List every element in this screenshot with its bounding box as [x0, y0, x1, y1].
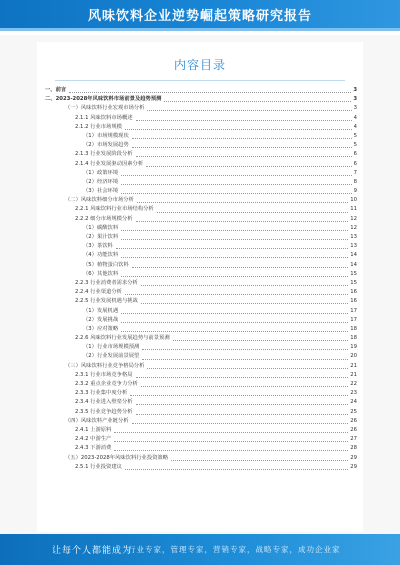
- toc-leader-dots: [136, 156, 352, 157]
- toc-entry-title: （四）风味饮料产业链分析: [65, 417, 129, 424]
- toc-heading: 内容目录: [173, 58, 226, 72]
- toc-leader-dots: [121, 175, 351, 176]
- toc-entry[interactable]: [45, 242, 357, 251]
- toc-leader-dots: [147, 110, 351, 111]
- toc-entry-title: 2.4.1 上游原料: [75, 426, 112, 433]
- toc-entry-page: 24: [350, 399, 357, 406]
- toc-entry-title: 2.3.1 行业市场竞争格局: [75, 371, 133, 378]
- toc-entry-page: 12: [350, 224, 357, 231]
- toc-entry-title: （3）应对策略: [83, 325, 119, 332]
- toc-entry-page: 26: [350, 417, 357, 424]
- toc-leader-dots: [132, 147, 352, 148]
- toc-entry-title: 2.2.1 风味饮料行业市场结构分析: [75, 206, 154, 213]
- toc-leader-dots: [136, 120, 352, 121]
- toc-entry[interactable]: [45, 389, 357, 398]
- toc-entry-page: 4: [353, 114, 357, 121]
- toc-entry[interactable]: [45, 463, 357, 472]
- toc-entry-title: （二）风味饮料细分市场分析: [65, 197, 134, 204]
- toc-entry-page: 17: [350, 316, 357, 323]
- toc-entry[interactable]: [45, 261, 357, 270]
- toc-entry[interactable]: [45, 435, 357, 444]
- toc-entry-title: 2.3.3 行业集中度分析: [75, 390, 128, 397]
- toc-entry-title: 2.1.1 风味饮料市场概述: [75, 114, 133, 121]
- toc-leader-dots: [141, 303, 348, 304]
- toc-leader-dots: [164, 101, 351, 102]
- toc-entry-title: （1）发展机遇: [83, 307, 119, 314]
- toc-entry-page: 14: [350, 261, 357, 268]
- toc-entry-title: 2.3.4 行业进入壁垒分析: [75, 399, 133, 406]
- toc-entry[interactable]: [45, 205, 357, 214]
- toc-entry-page: 4: [353, 123, 357, 130]
- report-header: [0, 0, 400, 35]
- toc-entry-page: 6: [353, 160, 357, 167]
- toc-entry-title: 2.3.5 行业竞争趋势分析: [75, 408, 133, 415]
- toc-entry-page: 11: [350, 206, 357, 213]
- toc-leader-dots: [146, 166, 351, 167]
- toc-entry-title: （2）发展挑战: [83, 316, 119, 323]
- toc-entry[interactable]: [45, 141, 357, 150]
- toc-entry[interactable]: [45, 104, 357, 113]
- toc-leader-dots: [141, 386, 348, 387]
- toc-leader-dots: [114, 441, 348, 442]
- toc-leader-dots: [141, 285, 348, 286]
- toc-leader-dots: [125, 129, 352, 130]
- toc-leader-dots: [171, 460, 348, 461]
- toc-entry-title: 2.2.6 风味饮料行业发展趋势与前景预测: [75, 335, 170, 342]
- toc-entry-title: （1）政策环境: [83, 169, 119, 176]
- toc-entry-title: （2）果汁饮料: [83, 234, 119, 240]
- toc-entry-title: （3）社会环境: [83, 188, 119, 195]
- toc-leader-dots: [136, 404, 349, 405]
- toc-entry-page: 8: [353, 178, 357, 185]
- toc-entry-page: 9: [353, 188, 357, 195]
- toc-leader-dots: [121, 313, 348, 314]
- toc-leader-dots: [173, 340, 349, 341]
- toc-entry-page: 22: [350, 381, 357, 387]
- toc-entry-title: （2）市场发展趋势: [83, 142, 129, 149]
- toc-entry[interactable]: [45, 160, 357, 169]
- toc-entry[interactable]: [45, 132, 357, 141]
- toc-entry-title: 2.4.2 中游生产: [75, 436, 112, 443]
- toc-entry-page: 29: [350, 463, 357, 470]
- toc-entry-title: 一、前言: [45, 87, 67, 93]
- toc-entry-title: （1）碳酸饮料: [83, 224, 119, 231]
- toc-entry[interactable]: [45, 150, 357, 159]
- toc-entry[interactable]: [45, 398, 357, 407]
- toc-entry[interactable]: [45, 426, 357, 435]
- document-page: [37, 42, 363, 532]
- toc-entry[interactable]: [45, 114, 357, 123]
- toc-entry[interactable]: [45, 371, 357, 380]
- toc-leader-dots: [121, 257, 348, 258]
- toc-entry-page: 10: [350, 197, 357, 204]
- toc-entry-page: 25: [350, 408, 357, 415]
- toc-entry-page: 18: [350, 325, 357, 332]
- toc-entry-title: （5）植物蛋白饮料: [83, 261, 129, 268]
- toc-leader-dots: [114, 450, 348, 451]
- toc-entry-page: 17: [350, 307, 357, 314]
- toc-entry[interactable]: [45, 187, 357, 196]
- toc-leader-dots: [132, 267, 349, 268]
- toc-entry-page: 5: [353, 142, 357, 149]
- toc-entry-page: 28: [350, 445, 357, 452]
- toc-entry[interactable]: [45, 444, 357, 453]
- toc-entry-page: 19: [350, 344, 357, 351]
- toc-entry-title: 2.2.4 行业渠道分析: [75, 289, 122, 296]
- toc-entry-page: 21: [350, 362, 357, 369]
- toc-entry[interactable]: [45, 279, 357, 288]
- toc-entry-page: 3: [353, 87, 357, 93]
- toc-entry-title: 2.2.5 行业发展机遇与挑战: [75, 298, 138, 305]
- footer-slogan: 让每个人都能成为: [52, 546, 133, 556]
- toc-leader-dots: [121, 239, 348, 240]
- toc-entry-title: （1）行业市场规模预测: [83, 344, 140, 351]
- toc-entry[interactable]: [45, 169, 357, 178]
- toc-entry-page: 20: [350, 353, 357, 360]
- toc-entry-title: 二、2023-2028年风味饮料市场前景及趋势预测: [45, 96, 162, 103]
- toc-entry-title: 2.1.3 行业发展阶段分析: [75, 151, 133, 158]
- toc-entry[interactable]: [45, 297, 357, 306]
- toc-leader-dots: [121, 230, 348, 231]
- toc-entry-page: 13: [350, 243, 357, 250]
- toc-entry-page: 16: [350, 289, 357, 296]
- toc-entry[interactable]: [45, 362, 357, 371]
- toc-entry-title: 2.2.2 细分市场规模分析: [75, 215, 133, 222]
- toc-entry-title: （3）茶饮料: [83, 243, 113, 250]
- toc-entry-title: （2）行业发展前景展望: [83, 353, 140, 360]
- toc-entry-title: 2.4.3 下游消费: [75, 445, 112, 452]
- toc-entry-page: 13: [350, 234, 357, 240]
- toc-leader-dots: [136, 414, 349, 415]
- toc-entry[interactable]: [45, 325, 357, 334]
- toc-entry[interactable]: [45, 334, 357, 343]
- toc-divider: [55, 80, 345, 81]
- toc-leader-dots: [125, 469, 348, 470]
- toc-leader-dots: [121, 193, 351, 194]
- toc-leader-dots: [121, 322, 348, 323]
- toc-leader-dots: [132, 423, 349, 424]
- toc-entry[interactable]: [45, 343, 357, 352]
- toc-entry[interactable]: [45, 270, 357, 279]
- toc-entry[interactable]: [45, 95, 357, 104]
- toc-entry[interactable]: [45, 224, 357, 233]
- toc-leader-dots: [130, 395, 348, 396]
- toc-entry-title: （4）功能饮料: [83, 252, 119, 259]
- toc-leader-dots: [136, 221, 349, 222]
- toc-entry-page: 26: [350, 426, 357, 433]
- toc-entry-title: （6）其他饮料: [83, 270, 119, 277]
- toc-leader-dots: [116, 248, 348, 249]
- toc-entry-page: 23: [350, 390, 357, 397]
- toc-entry-page: 3: [353, 96, 357, 103]
- toc-leader-dots: [157, 212, 349, 213]
- toc-entry-page: 15: [350, 279, 357, 286]
- toc-entry-page: 16: [350, 298, 357, 305]
- toc-entry[interactable]: [45, 288, 357, 297]
- toc-leader-dots: [121, 276, 348, 277]
- toc-entry[interactable]: [45, 251, 357, 260]
- toc-leader-dots: [121, 331, 348, 332]
- toc-entry[interactable]: [45, 352, 357, 361]
- toc-entry[interactable]: [45, 215, 357, 224]
- toc-entry-title: （一）风味饮料行业宏观市场分析: [65, 105, 145, 112]
- toc-entry-title: 2.2.3 行业消费者需求分析: [75, 279, 138, 286]
- toc-entry-title: 2.5.1 行业投资建议: [75, 463, 122, 470]
- table-of-contents: [45, 86, 357, 472]
- toc-entry[interactable]: [45, 178, 357, 187]
- header-divider: [0, 28, 400, 31]
- toc-entry-title: （三）风味饮料行业竞争格局分析: [65, 362, 145, 369]
- toc-leader-dots: [132, 138, 352, 139]
- toc-entry[interactable]: [45, 417, 357, 426]
- toc-entry[interactable]: [45, 233, 357, 242]
- toc-entry-title: 2.3.2 重点企业竞争力分析: [75, 381, 138, 387]
- toc-entry-page: 12: [350, 215, 357, 222]
- toc-leader-dots: [142, 349, 348, 350]
- toc-leader-dots: [142, 359, 348, 360]
- toc-entry-page: 21: [350, 371, 357, 378]
- toc-entry[interactable]: [45, 123, 357, 132]
- toc-entry-title: 2.1.4 行业发展驱动因素分析: [75, 160, 144, 167]
- toc-entry[interactable]: [45, 307, 357, 316]
- toc-leader-dots: [125, 294, 348, 295]
- footer-banner: [0, 534, 400, 565]
- toc-entry-page: 14: [350, 252, 357, 259]
- toc-entry[interactable]: [45, 196, 357, 205]
- toc-leader-dots: [136, 377, 349, 378]
- toc-entry-title: （1）市场规模现状: [83, 132, 129, 139]
- toc-entry-title: 2.1.2 行业市场规模: [75, 123, 122, 130]
- toc-entry-page: 7: [353, 169, 357, 176]
- toc-entry-page: 18: [350, 335, 357, 342]
- toc-leader-dots: [147, 368, 348, 369]
- toc-leader-dots: [121, 184, 351, 185]
- toc-entry-page: 6: [353, 151, 357, 158]
- toc-entry-page: 15: [350, 270, 357, 277]
- toc-leader-dots: [137, 202, 348, 203]
- toc-entry-page: 3: [353, 105, 357, 112]
- toc-entry-page: 27: [350, 436, 357, 443]
- toc-entry[interactable]: [45, 380, 357, 389]
- toc-entry-page: 29: [350, 454, 357, 461]
- report-title: 风味饮料企业逆势崛起策略研究报告: [87, 9, 312, 24]
- toc-leader-dots: [69, 92, 351, 93]
- toc-entry[interactable]: [45, 454, 357, 463]
- toc-entry[interactable]: [45, 408, 357, 417]
- toc-leader-dots: [114, 432, 348, 433]
- footer-tagline: 行业专家，管理专家，营销专家，战略专家，成功企业家: [128, 545, 341, 554]
- toc-entry[interactable]: [45, 316, 357, 325]
- toc-entry-title: （2）经济环境: [83, 178, 119, 185]
- toc-entry-page: 5: [353, 132, 357, 139]
- toc-entry[interactable]: [45, 86, 357, 95]
- toc-entry-title: （五）2023-2028年风味饮料行业投资策略: [65, 454, 169, 461]
